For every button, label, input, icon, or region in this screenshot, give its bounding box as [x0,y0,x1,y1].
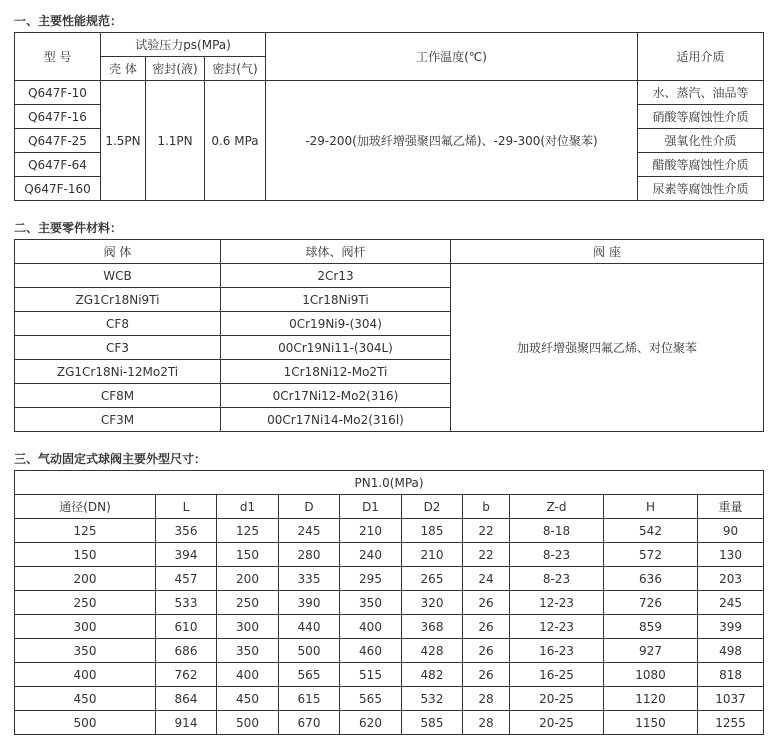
table-cell: 8-18 [510,519,604,543]
body-material: CF3 [15,336,221,360]
table-cell: 368 [402,615,463,639]
table-cell: 26 [463,615,510,639]
header-model: 型 号 [15,33,101,81]
column-header: Z-d [510,495,604,519]
column-header: b [463,495,510,519]
table-cell: 295 [340,567,402,591]
header-seat: 阀 座 [451,240,764,264]
ball-stem-material: 1Cr18Ni12-Mo2Ti [221,360,451,384]
table-cell: 280 [279,543,340,567]
table-cell: 26 [463,639,510,663]
table-row [15,567,764,591]
table-cell: 620 [340,711,402,735]
table-cell: 565 [279,663,340,687]
header-seal-liquid: 密封(液) [146,57,205,81]
media-cell: 强氧化性介质 [638,129,764,153]
table-cell: 185 [402,519,463,543]
media-cell: 硝酸等腐蚀性介质 [638,105,764,129]
table-cell: 450 [217,687,279,711]
table-cell: 12-23 [510,591,604,615]
performance-spec-table [14,32,764,201]
table-cell: 610 [156,615,217,639]
table-cell: 350 [15,639,156,663]
table-row [15,663,764,687]
body-material: WCB [15,264,221,288]
table-cell: 670 [279,711,340,735]
table-cell: 1080 [604,663,698,687]
table-cell: 686 [156,639,217,663]
table-cell: 90 [698,519,764,543]
column-header: D2 [402,495,463,519]
dimensions-table [14,470,764,735]
table-cell: 16-23 [510,639,604,663]
column-header: D [279,495,340,519]
table-cell: 399 [698,615,764,639]
table-cell: 500 [15,711,156,735]
table-cell: 482 [402,663,463,687]
model-cell: Q647F-64 [15,153,101,177]
table-cell: 533 [156,591,217,615]
media-cell: 醋酸等腐蚀性介质 [638,153,764,177]
table-cell: 26 [463,591,510,615]
section1-heading: 一、主要性能规范： [14,14,123,28]
ball-stem-material: 00Cr19Ni11-(304L) [221,336,451,360]
table-cell: 394 [156,543,217,567]
table-cell: 1120 [604,687,698,711]
table-cell: 457 [156,567,217,591]
header-seal-gas: 密封(气) [205,57,266,81]
section2-heading: 二、主要零件材料： [14,221,123,235]
table-cell: 250 [217,591,279,615]
table-cell: 636 [604,567,698,591]
header-shell: 壳 体 [101,57,146,81]
table-row [15,615,764,639]
ball-stem-material: 2Cr13 [221,264,451,288]
column-header: D1 [340,495,402,519]
table-cell: 498 [698,639,764,663]
table-cell: 542 [604,519,698,543]
table-cell: 200 [217,567,279,591]
column-header: d1 [217,495,279,519]
table-cell: 203 [698,567,764,591]
table-cell: 240 [340,543,402,567]
table-cell: 150 [15,543,156,567]
header-temperature: 工作温度(℃) [266,33,638,81]
table-cell: 22 [463,543,510,567]
table-cell: 24 [463,567,510,591]
temperature-value: -29-200(加玻纤增强聚四氟乙烯)、-29-300(对位聚苯) [266,81,638,201]
table-cell: 1255 [698,711,764,735]
table-cell: 20-25 [510,687,604,711]
table-row [15,639,764,663]
table-cell: 20-25 [510,711,604,735]
ball-stem-material: 1Cr18Ni9Ti [221,288,451,312]
header-media: 适用介质 [638,33,764,81]
table-cell: 500 [217,711,279,735]
table-cell: 150 [217,543,279,567]
header-body: 阀 体 [15,240,221,264]
body-material: CF8M [15,384,221,408]
table-cell: 460 [340,639,402,663]
column-header: 重量 [698,495,764,519]
table-cell: 400 [217,663,279,687]
ball-stem-material: 0Cr19Ni9-(304) [221,312,451,336]
table-cell: 450 [15,687,156,711]
table-cell: 22 [463,519,510,543]
table-row [15,591,764,615]
table-cell: 245 [698,591,764,615]
ball-stem-material: 00Cr17Ni14-Mo2(316l) [221,408,451,432]
table-cell: 320 [402,591,463,615]
table-cell: 400 [15,663,156,687]
table-cell: 818 [698,663,764,687]
table-cell: 726 [604,591,698,615]
table-cell: 390 [279,591,340,615]
body-material: ZG1Cr18Ni-12Mo2Ti [15,360,221,384]
table-cell: 565 [340,687,402,711]
table-cell: 12-23 [510,615,604,639]
body-material: ZG1Cr18Ni9Ti [15,288,221,312]
model-cell: Q647F-25 [15,129,101,153]
table-cell: 335 [279,567,340,591]
header-test-pressure: 试验压力ps(MPa) [101,33,266,57]
media-cell: 水、蒸汽、油品等 [638,81,764,105]
table-row [15,687,764,711]
table-cell: 350 [340,591,402,615]
table-cell: 1150 [604,711,698,735]
table-cell: 532 [402,687,463,711]
table-cell: 26 [463,663,510,687]
column-header: L [156,495,217,519]
table-cell: 859 [604,615,698,639]
table-cell: 250 [15,591,156,615]
table-cell: 125 [15,519,156,543]
model-cell: Q647F-16 [15,105,101,129]
table-cell: 210 [402,543,463,567]
table-cell: 1037 [698,687,764,711]
table-cell: 8-23 [510,543,604,567]
table-row [15,519,764,543]
seat-material: 加玻纤增强聚四氟乙烯、对位聚苯 [451,264,764,432]
table-cell: 914 [156,711,217,735]
table-cell: 585 [402,711,463,735]
body-material: CF3M [15,408,221,432]
section3-heading: 三、气动固定式球阀主要外型尺寸： [14,452,207,466]
table-cell: 400 [340,615,402,639]
table-cell: 350 [217,639,279,663]
table-cell: 28 [463,687,510,711]
table-row [15,711,764,735]
table-cell: 572 [604,543,698,567]
model-cell: Q647F-160 [15,177,101,201]
table-cell: 200 [15,567,156,591]
table-cell: 130 [698,543,764,567]
table-cell: 515 [340,663,402,687]
table-cell: 300 [15,615,156,639]
seal-gas-value: 0.6 MPa [205,81,266,201]
table-cell: 500 [279,639,340,663]
table-cell: 428 [402,639,463,663]
table-cell: 125 [217,519,279,543]
body-material: CF8 [15,312,221,336]
table-cell: 8-23 [510,567,604,591]
media-cell: 尿素等腐蚀性介质 [638,177,764,201]
table-cell: 762 [156,663,217,687]
column-header: H [604,495,698,519]
table-cell: 440 [279,615,340,639]
pressure-header: PN1.0(MPa) [15,471,764,495]
column-header: 通径(DN) [15,495,156,519]
model-cell: Q647F-10 [15,81,101,105]
seal-liquid-value: 1.1PN [146,81,205,201]
ball-stem-material: 0Cr17Ni12-Mo2(316) [221,384,451,408]
table-cell: 16-25 [510,663,604,687]
table-cell: 864 [156,687,217,711]
column-header-row [15,495,764,519]
table-cell: 245 [279,519,340,543]
shell-value: 1.5PN [101,81,146,201]
table-row [15,543,764,567]
table-cell: 210 [340,519,402,543]
table-cell: 615 [279,687,340,711]
table-cell: 28 [463,711,510,735]
table-cell: 356 [156,519,217,543]
table-cell: 300 [217,615,279,639]
materials-table [14,239,764,432]
table-cell: 927 [604,639,698,663]
table-cell: 265 [402,567,463,591]
header-ball-stem: 球体、阀杆 [221,240,451,264]
